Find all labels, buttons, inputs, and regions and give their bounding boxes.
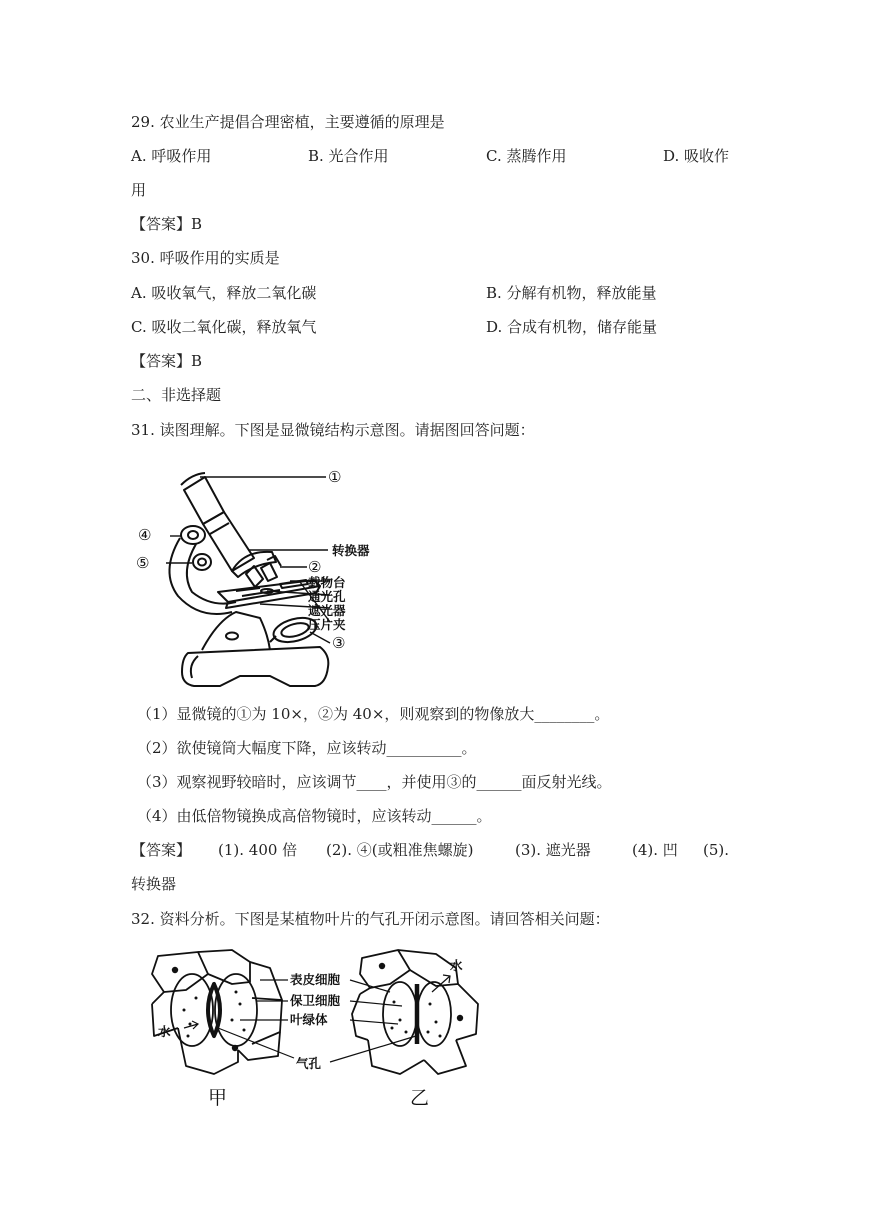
q32-stem: 32. 资料分析。下图是某植物叶片的气孔开闭示意图。请回答相关问题： [131,910,610,928]
microscope-diagram [130,460,390,690]
q29-stem: 29. 农业生产提倡合理密植，主要遵循的原理是 [131,113,445,131]
q30-option-d: D. 合成有机物，储存能量 [486,318,658,336]
q31-answer-2: (2). ④(或粗准焦螺旋) [326,841,474,859]
q30-answer: 【答案】B [131,352,203,370]
q29-option-d: D. 吸收作 [663,147,730,165]
label-water-jia: 水 [158,1024,171,1039]
section-heading: 二、非选择题 [131,386,222,404]
label-stoma: 气孔 [296,1056,322,1071]
q31-sub-2: （2）欲使镜筒大幅度下降，应该转动__________。 [137,739,477,757]
q30-stem: 30. 呼吸作用的实质是 [131,249,280,267]
q31-answer-5: (5). [703,841,730,859]
q31-sub-1: （1）显微镜的①为 10×，②为 40×，则观察到的物像放大________。 [137,705,610,723]
q30-option-b: B. 分解有机物，释放能量 [486,284,657,302]
label-5: ⑤ [136,554,150,572]
q31-stem: 31. 读图理解。下图是显微镜结构示意图。请据图回答问题： [131,421,535,439]
q29-option-d-continued: 用 [131,181,147,199]
label-hole: 通光孔 [308,589,346,604]
label-chloroplast: 叶绿体 [290,1012,328,1027]
q30-option-c: C. 吸收二氧化碳，释放氧气 [131,318,317,336]
label-epidermis: 表皮细胞 [290,972,341,987]
q31-answer-3: (3). 遮光器 [515,841,591,859]
q31-answer-1: (1). 400 倍 [218,841,298,859]
q29-option-a: A. 呼吸作用 [131,147,212,165]
q29-option-c: C. 蒸腾作用 [486,147,567,165]
stomata-diagram [140,944,510,1114]
label-clip: 压片夹 [308,617,346,632]
q29-option-b: B. 光合作用 [308,147,389,165]
label-diaphragm: 遮光器 [308,603,346,618]
label-stage: 载物台 [308,575,346,590]
label-2: ② [308,558,322,576]
label-converter: 转换器 [332,543,370,558]
q31-sub-4: （4）由低倍物镜换成高倍物镜时，应该转动______。 [137,807,492,825]
label-4: ④ [138,526,152,544]
label-1: ① [328,468,342,486]
q31-answer-label: 【答案】 [131,841,192,859]
q31-answer-5-continued: 转换器 [131,875,177,893]
q30-option-a: A. 吸收氧气，释放二氧化碳 [131,284,317,302]
label-water-yi: 水 [450,958,463,973]
q31-sub-3: （3）观察视野较暗时，应该调节____，并使用③的______面反射光线。 [137,773,612,791]
label-jia: 甲 [208,1087,228,1109]
label-3: ③ [332,634,346,652]
q29-answer: 【答案】B [131,215,203,233]
q31-answer-4: (4). 凹 [632,841,678,859]
label-guard-cell: 保卫细胞 [290,993,341,1008]
label-yi: 乙 [410,1087,430,1109]
